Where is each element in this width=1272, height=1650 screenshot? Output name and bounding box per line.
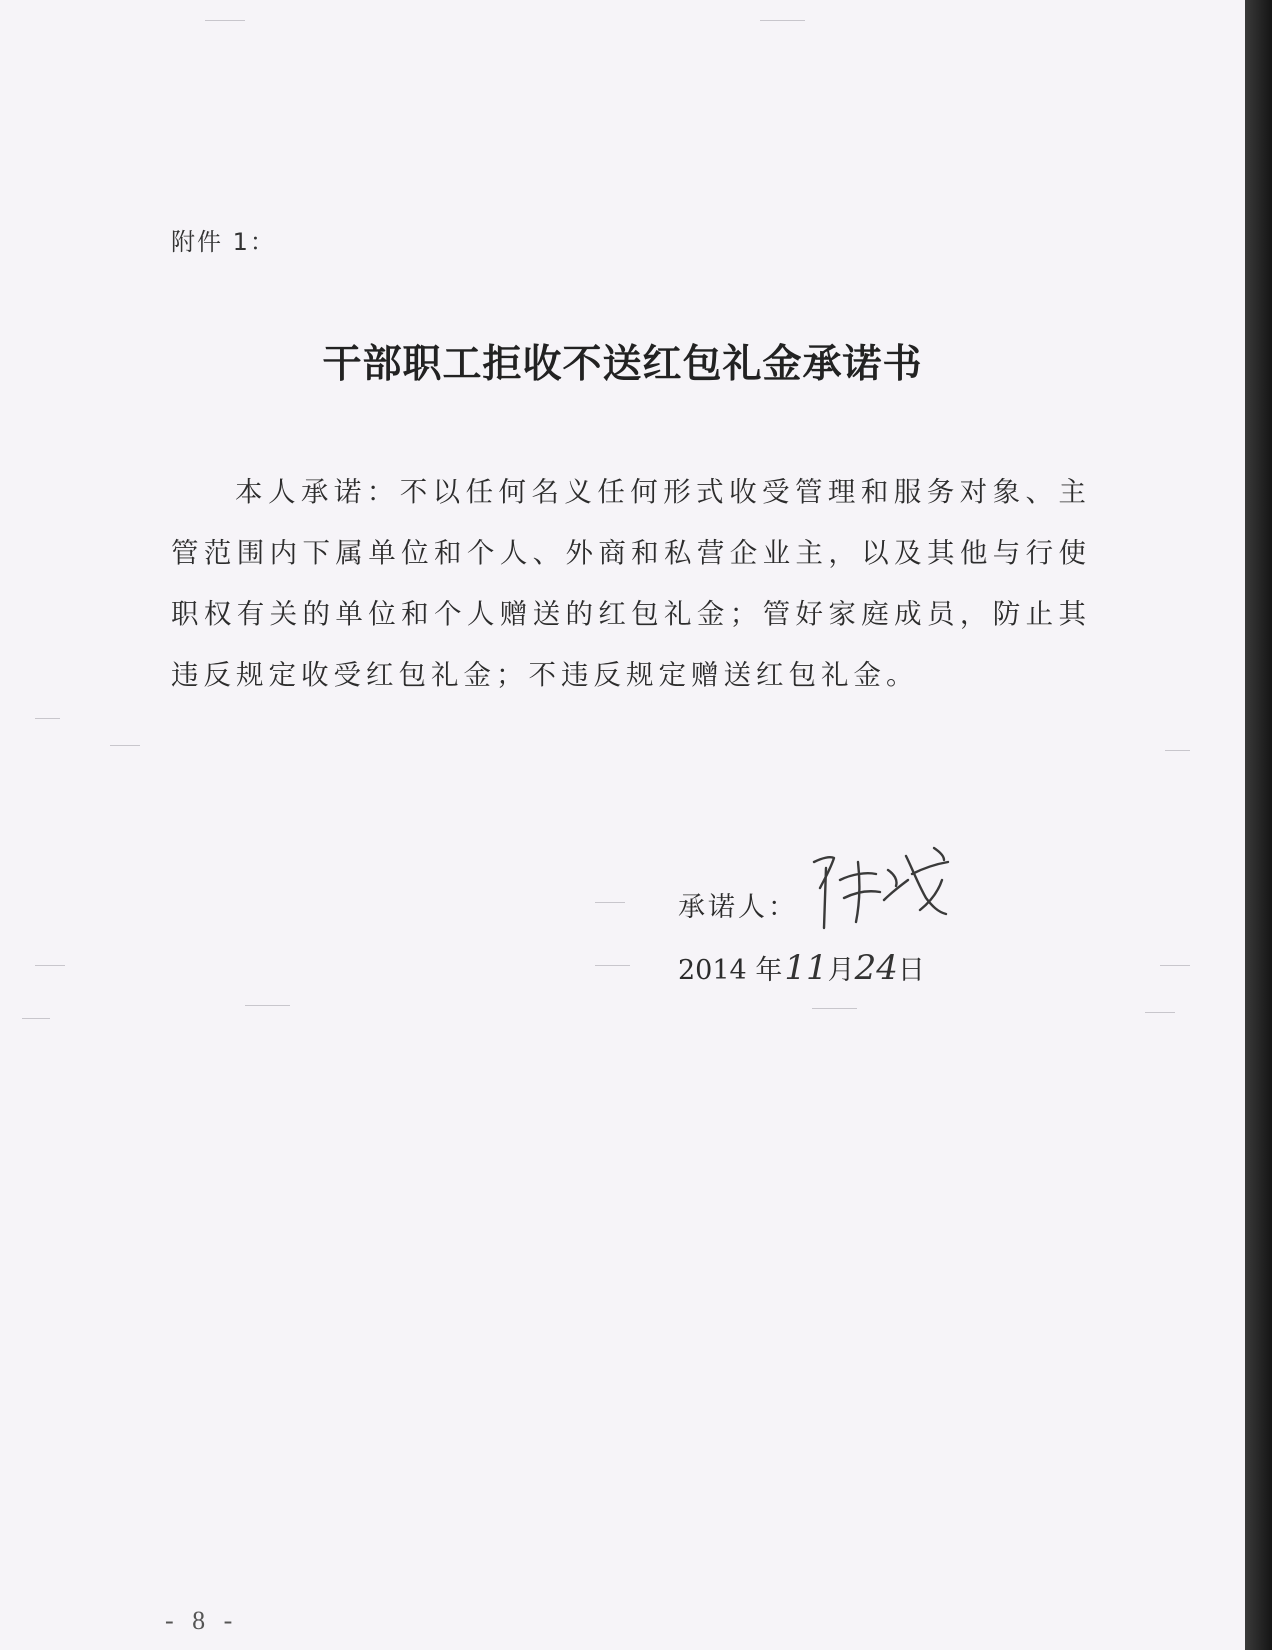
scan-artifact bbox=[595, 965, 630, 966]
date-day-suffix: 日 bbox=[897, 955, 925, 986]
date-month-suffix: 月 bbox=[827, 955, 855, 986]
date-month: 11 bbox=[784, 948, 828, 988]
attachment-label: 附件 1： bbox=[171, 228, 276, 256]
scan-artifact bbox=[35, 965, 65, 966]
document-title: 干部职工拒收不送红包礼金承诺书 bbox=[322, 341, 923, 387]
scan-artifact bbox=[110, 745, 140, 746]
scan-edge-shadow bbox=[1245, 0, 1272, 1650]
pledger-label: 承诺人： bbox=[678, 892, 798, 923]
date-day: 24 bbox=[854, 948, 898, 988]
scan-artifact bbox=[760, 20, 805, 21]
date-year-suffix: 年 bbox=[755, 955, 785, 986]
pledge-body: 本人承诺：不以任何名义任何形式收受管理和服务对象、主管范围内下属单位和个人、外商和私营企业主，以及其他与行使职权有关的单位和个人赠送的红包礼金；管好家庭成员，防止其违反规定收受红包礼金；不违反规定赠送红包礼金。 bbox=[171, 476, 1091, 691]
scan-artifact bbox=[812, 1008, 857, 1009]
signing-date bbox=[678, 948, 925, 988]
scan-artifact bbox=[245, 1005, 290, 1006]
scan-artifact bbox=[205, 20, 245, 21]
scan-artifact bbox=[22, 1018, 50, 1019]
page-number: - 8 - bbox=[165, 1606, 239, 1635]
scan-artifact bbox=[1160, 965, 1190, 966]
scan-artifact bbox=[595, 902, 625, 903]
scan-artifact bbox=[35, 718, 60, 719]
scan-artifact bbox=[1145, 1012, 1175, 1013]
handwritten-signature bbox=[800, 840, 960, 935]
scan-artifact bbox=[1165, 750, 1190, 751]
date-year: 2014 bbox=[678, 955, 747, 986]
